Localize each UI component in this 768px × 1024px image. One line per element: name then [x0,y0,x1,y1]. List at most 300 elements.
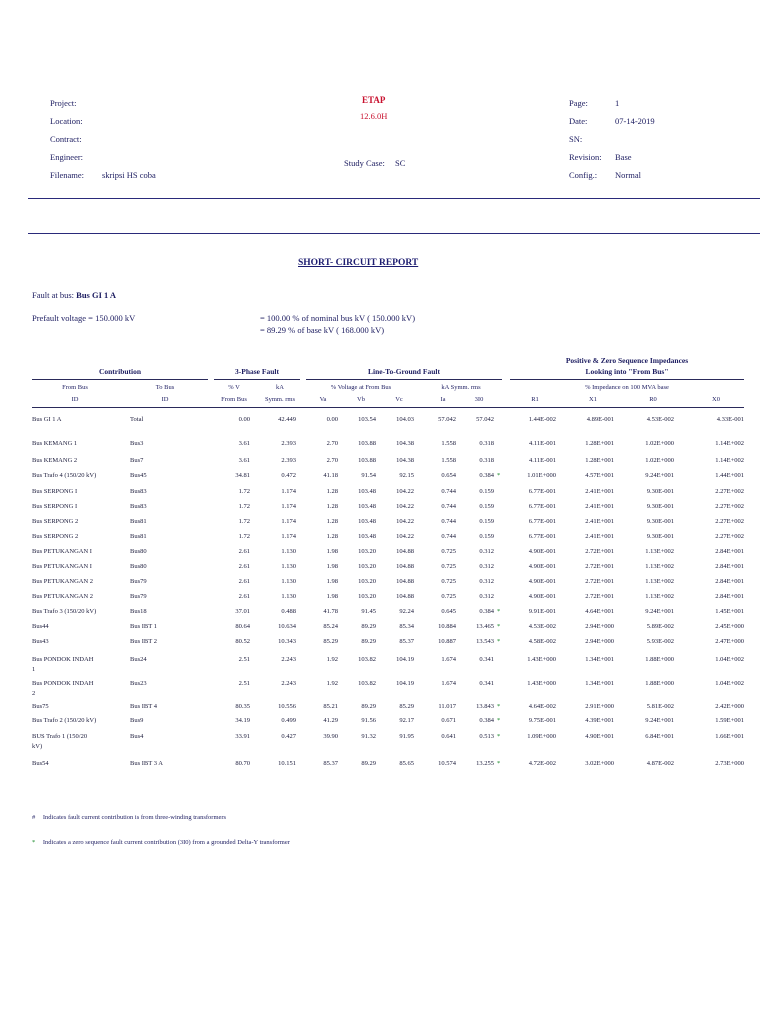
r1-cell: 6.77E-001 [528,518,556,525]
va-cell: 1.98 [326,548,338,555]
from-bus-cell: Bus PONDOK INDAH [32,656,94,663]
pv-cell: 1.72 [238,503,250,510]
vb-cell: 89.29 [361,638,376,645]
from-bus-cell: Bus PETUKANGAN I [32,563,92,570]
footnote-hash-text: Indicates fault current contribution is from three-winding transformers [42,814,227,821]
from-bus-cell: Bus PETUKANGAN 2 [32,593,94,600]
pv-head: % V [228,384,240,391]
footnote-star-mark: * [32,839,36,846]
from-bus-cell: Bus Trafo 4 (150/20 kV) [32,472,97,479]
vc-cell: 104.88 [396,563,414,570]
x1-cell: 3.02E+000 [585,760,614,767]
to-cell: Bus81 [130,518,147,525]
vb-cell: 103.82 [358,656,376,663]
ka-cell: 1.174 [281,533,296,540]
table-header-rule [32,407,744,408]
to-cell: Bus81 [130,533,147,540]
vc-cell: 104.22 [396,533,414,540]
from-bus-cell: Bus Trafo 3 (150/20 kV) [32,608,97,615]
x0-cell: 4.33E-001 [716,416,744,423]
prefault-voltage: Prefault voltage = 150.000 kV [32,313,136,323]
ia-cell: 1.674 [441,680,456,687]
va-cell: 2.70 [326,457,338,464]
r0-head: R0 [649,396,657,403]
vc-cell: 85.34 [399,623,414,630]
to-bus-head: To Bus [155,384,175,391]
vb-cell: 103.20 [358,548,376,555]
from-bus-cell: Bus GI 1 A [32,416,62,423]
group-ltg: Line-To-Ground Fault [368,367,440,376]
x0-cell: 1.04E+002 [715,680,744,687]
x1-cell: 2.94E+000 [585,638,614,645]
zero-sequence-mark: * [497,717,501,724]
pv-cell: 34.19 [235,717,250,724]
i0-cell: 0.159 [479,518,494,525]
from-bus-head: From Bus [62,384,88,391]
fault-bus-line [32,290,116,300]
pv-cell: 2.61 [238,563,250,570]
vb-cell: 103.20 [358,578,376,585]
ka-cell: 1.130 [281,578,296,585]
r0-cell: 9.24E+001 [645,472,674,479]
r0-cell: 9.24E+001 [645,717,674,724]
va-cell: 1.98 [326,578,338,585]
pv-cell: 33.91 [235,733,250,740]
to-cell: Bus9 [130,717,144,724]
vb-cell: 91.32 [361,733,376,740]
x0-cell: 2.27E+002 [715,518,744,525]
vb-cell: 103.48 [358,533,376,540]
vb-cell: 89.29 [361,623,376,630]
pv-cell: 80.64 [235,623,250,630]
group-contribution: Contribution [98,367,142,376]
ka-head-2: Symm. rms [265,396,295,403]
va-cell: 41.29 [323,717,338,724]
vc-cell: 104.19 [396,680,414,687]
ka-cell: 0.499 [281,717,296,724]
vb-cell: 103.88 [358,440,376,447]
contract-label: Contract: [50,134,82,144]
i0-cell: 0.384 [479,608,494,615]
from-bus-cell: BUS Trafo 1 (150/20 [32,733,88,740]
to-cell: Bus IBT 2 [130,638,157,645]
x0-cell: 2.27E+002 [715,533,744,540]
x0-cell: 2.84E+001 [715,563,744,570]
va-cell: 85.37 [323,760,338,767]
app-name: ETAP [362,95,386,105]
r1-cell: 1.43E+000 [527,680,556,687]
r0-cell: 1.02E+000 [645,457,674,464]
vb-cell: 89.29 [361,703,376,710]
x1-cell: 2.41E+001 [585,503,614,510]
x1-cell: 4.89E-001 [586,416,614,423]
pv-cell: 80.70 [235,760,250,767]
pv-cell: 2.51 [238,656,250,663]
vb-cell: 89.29 [361,760,376,767]
x1-cell: 1.28E+001 [585,457,614,464]
zero-sequence-mark: * [497,623,501,630]
r0-cell: 5.89E-002 [646,623,674,630]
r1-cell: 4.90E-001 [528,578,556,585]
va-cell: 85.29 [323,638,338,645]
r0-cell: 1.02E+000 [645,440,674,447]
zero-sequence-mark: * [497,760,501,767]
vc-cell: 85.37 [399,638,414,645]
to-cell: Bus4 [130,733,144,740]
vb-head: Vb [357,396,365,403]
ia-cell: 0.654 [441,472,456,479]
to-cell: Bus7 [130,457,144,464]
ia-cell: 10.887 [438,638,456,645]
voltage-from-head: % Voltage at From Bus [330,384,392,391]
x0-cell: 2.84E+001 [715,578,744,585]
ia-cell: 0.725 [441,593,456,600]
from-bus-cell: Bus54 [32,760,49,767]
pv-head-2: From Bus [221,396,247,403]
x1-cell: 4.64E+001 [585,608,614,615]
vb-cell: 91.56 [361,717,376,724]
vb-cell: 103.48 [358,518,376,525]
pv-cell: 3.61 [238,440,250,447]
r1-cell: 4.90E-001 [528,563,556,570]
x1-cell: 2.72E+001 [585,548,614,555]
from-bus-cell: Bus44 [32,623,49,630]
ka-symm-head: kA Symm. rms [441,384,481,391]
page-value: 1 [615,98,620,108]
i0-cell: 0.159 [479,488,494,495]
to-cell: Bus45 [130,472,147,479]
underline-three-phase [214,379,300,380]
ia-cell: 0.645 [441,608,456,615]
pv-cell: 34.81 [235,472,250,479]
i0-cell: 0.159 [479,533,494,540]
fault-bus-value: Bus GI 1 A [76,290,117,300]
pv-cell: 2.61 [238,548,250,555]
to-cell: Bus80 [130,563,147,570]
i0-cell: 0.312 [479,548,494,555]
ka-cell: 1.130 [281,563,296,570]
r1-cell: 6.77E-001 [528,503,556,510]
filename-value: skripsi HS coba [102,170,156,180]
vb-cell: 103.54 [358,416,376,423]
r1-head: R1 [531,396,539,403]
vb-cell: 103.20 [358,563,376,570]
i0-cell: 0.384 [479,717,494,724]
r1-cell: 4.72E-002 [528,760,556,767]
i0-cell: 0.159 [479,503,494,510]
r0-cell: 1.88E+000 [645,680,674,687]
ka-cell: 0.427 [281,733,296,740]
ka-cell: 2.393 [281,457,296,464]
x1-cell: 2.41E+001 [585,488,614,495]
r0-cell: 4.87E-002 [646,760,674,767]
ia-cell: 10.574 [438,760,456,767]
ka-cell: 10.151 [278,760,296,767]
x0-cell: 2.84E+001 [715,548,744,555]
config-label: Config.: [569,170,598,180]
x0-cell: 1.14E+002 [715,440,744,447]
from-bus-cell: Bus43 [32,638,49,645]
r1-cell: 4.11E-001 [528,440,556,447]
va-cell: 2.70 [326,440,338,447]
to-cell: Bus79 [130,593,147,600]
ka-cell: 2.243 [281,656,296,663]
pv-cell: 1.72 [238,518,250,525]
ka-cell: 0.488 [281,608,296,615]
i0-cell: 57.042 [476,416,494,423]
va-cell: 1.28 [326,503,338,510]
x1-cell: 1.34E+001 [585,656,614,663]
va-cell: 0.00 [326,416,338,423]
vc-cell: 104.22 [396,518,414,525]
i0-cell: 0.341 [479,680,494,687]
vc-cell: 104.22 [396,503,414,510]
footnote-star-text: Indicates a zero sequence fault current contribution (3I0) from a grounded Delta-Y transformer [42,839,290,846]
ia-cell: 10.884 [438,623,456,630]
r0-cell: 1.13E+002 [645,548,674,555]
from-bus-cell: Bus SERPONG 2 [32,518,79,525]
va-cell: 1.92 [326,656,338,663]
report-title: SHORT- CIRCUIT REPORT [298,258,419,268]
ka-cell: 0.472 [281,472,296,479]
vc-cell: 104.19 [396,656,414,663]
x1-cell: 4.39E+001 [585,717,614,724]
study-case-value: SC [395,158,406,168]
impedance-base-head: % Impedance on 100 MVA base [585,384,669,391]
sn-label: SN: [569,134,583,144]
ia-cell: 0.744 [441,518,456,525]
pv-cell: 37.01 [235,608,250,615]
pv-cell: 0.00 [238,416,250,423]
vc-cell: 92.24 [399,608,414,615]
x1-cell: 2.91E+000 [585,703,614,710]
i0-cell: 13.543 [476,638,494,645]
from-bus-cell: Bus SERPONG I [32,488,78,495]
x1-cell: 1.28E+001 [585,440,614,447]
x1-cell: 1.34E+001 [585,680,614,687]
pv-cell: 1.72 [238,488,250,495]
vc-cell: 104.38 [396,457,414,464]
vc-cell: 92.17 [399,717,414,724]
ia-cell: 1.558 [441,440,456,447]
x0-cell: 1.14E+002 [715,457,744,464]
zero-sequence-mark: * [497,638,501,645]
x1-cell: 4.90E+001 [585,733,614,740]
x0-head: X0 [712,396,720,403]
underline-impedance [510,379,744,380]
location-label: Location: [50,116,83,126]
config-value: Normal [615,170,641,180]
ia-cell: 11.017 [438,703,456,710]
vc-cell: 85.29 [399,703,414,710]
footnote-star [32,839,290,846]
i0-cell: 13.843 [476,703,494,710]
r0-cell: 9.30E-001 [646,533,674,540]
r0-cell: 1.13E+002 [645,593,674,600]
header-divider-bottom [28,233,760,234]
project-label: Project: [50,98,77,108]
r1-cell: 1.09E+000 [527,733,556,740]
x0-cell: 2.45E+000 [715,623,744,630]
x0-cell: 2.84E+001 [715,593,744,600]
from-bus-cell: Bus Trafo 2 (150/20 kV) [32,717,97,724]
vc-cell: 104.22 [396,488,414,495]
va-cell: 1.98 [326,563,338,570]
to-cell: Bus83 [130,503,147,510]
ka-cell: 10.634 [278,623,296,630]
to-cell: Bus3 [130,440,144,447]
date-label: Date: [569,116,588,126]
revision-value: Base [615,152,632,162]
x0-cell: 1.44E+001 [715,472,744,479]
to-cell: Bus18 [130,608,147,615]
i0-cell: 0.312 [479,578,494,585]
from-bus-cell: Bus KEMANG 2 [32,457,78,464]
ia-cell: 0.744 [441,533,456,540]
to-cell: Bus IBT 1 [130,623,157,630]
ia-head: Ia [440,396,446,403]
va-cell: 1.98 [326,593,338,600]
r0-cell: 1.88E+000 [645,656,674,663]
i0-cell: 0.384 [479,472,494,479]
to-cell: Bus IBT 4 [130,703,157,710]
r1-cell: 4.53E-002 [528,623,556,630]
ia-cell: 1.674 [441,656,456,663]
pv-cell: 80.52 [235,638,250,645]
pv-cell: 2.61 [238,578,250,585]
ka-cell: 1.174 [281,518,296,525]
x0-cell: 2.47E+000 [715,638,744,645]
r1-cell: 4.90E-001 [528,548,556,555]
x0-cell: 1.04E+002 [715,656,744,663]
r1-cell: 1.44E-002 [528,416,556,423]
va-cell: 39.90 [323,733,338,740]
from-bus-cell: Bus SERPONG I [32,503,78,510]
group-three-phase: 3-Phase Fault [235,367,279,376]
x1-cell: 4.57E+001 [585,472,614,479]
x1-cell: 2.94E+000 [585,623,614,630]
r0-cell: 1.13E+002 [645,563,674,570]
vb-cell: 103.48 [358,503,376,510]
x1-cell: 2.72E+001 [585,578,614,585]
x0-cell: 1.66E+001 [715,733,744,740]
to-cell: Bus80 [130,548,147,555]
from-bus-cell: Bus PONDOK INDAH [32,680,94,687]
r0-cell: 5.81E-002 [646,703,674,710]
ia-cell: 0.725 [441,578,456,585]
from-bus-cell: Bus PETUKANGAN 2 [32,578,94,585]
page-label: Page: [569,98,588,108]
vc-cell: 104.88 [396,593,414,600]
va-cell: 85.21 [323,703,338,710]
filename-label: Filename: [50,170,84,180]
vb-cell: 103.48 [358,488,376,495]
ia-cell: 0.744 [441,503,456,510]
x0-cell: 2.73E+000 [715,760,744,767]
from-id-head: ID [71,396,79,403]
va-cell: 1.28 [326,518,338,525]
vc-cell: 91.95 [399,733,414,740]
footnote-hash-mark: # [32,814,36,821]
to-cell: Bus83 [130,488,147,495]
i0-cell: 0.312 [479,593,494,600]
group-impedance-line1: Positive & Zero Sequence Impedances [565,356,689,365]
ka-head: kA [276,384,284,391]
from-bus-cell-continued: kV) [32,743,43,750]
r1-cell: 6.77E-001 [528,488,556,495]
va-cell: 41.78 [323,608,338,615]
r1-cell: 4.90E-001 [528,593,556,600]
pv-cell: 2.51 [238,680,250,687]
underline-contribution [32,379,208,380]
underline-ltg [306,379,502,380]
fault-bus-label: Fault at bus: [32,290,75,300]
vc-cell: 104.03 [396,416,414,423]
i0-cell: 0.318 [479,457,494,464]
header-divider-top [28,198,760,199]
ka-cell: 10.343 [278,638,296,645]
vb-cell: 103.82 [358,680,376,687]
vc-cell: 104.88 [396,548,414,555]
i0-cell: 13.465 [476,623,494,630]
from-bus-cell: Bus PETUKANGAN I [32,548,92,555]
r0-cell: 9.24E+001 [645,608,674,615]
r0-cell: 9.30E-001 [646,488,674,495]
ka-cell: 1.130 [281,593,296,600]
i0-cell: 13.255 [476,760,494,767]
va-cell: 1.92 [326,680,338,687]
i0-cell: 0.513 [479,733,494,740]
ka-cell: 2.243 [281,680,296,687]
i0-head: 3I0 [474,396,484,403]
to-cell: Bus IBT 3 A [130,760,163,767]
vb-cell: 103.20 [358,593,376,600]
x1-cell: 2.72E+001 [585,593,614,600]
vb-cell: 91.54 [361,472,376,479]
i0-cell: 0.312 [479,563,494,570]
va-cell: 1.28 [326,533,338,540]
x0-cell: 1.45E+001 [715,608,744,615]
from-bus-cell-continued: 1 [32,666,36,673]
zero-sequence-mark: * [497,703,501,710]
from-bus-cell: Bus75 [32,703,49,710]
r1-cell: 6.77E-001 [528,533,556,540]
app-version: 12.6.0H [360,111,388,121]
x1-cell: 2.41E+001 [585,533,614,540]
ia-cell: 57.042 [438,416,456,423]
r0-cell: 1.13E+002 [645,578,674,585]
ia-cell: 0.725 [441,563,456,570]
vb-cell: 91.45 [361,608,376,615]
r1-cell: 1.01E+000 [527,472,556,479]
to-cell: Bus24 [130,656,147,663]
r0-cell: 6.84E+001 [645,733,674,740]
ka-cell: 1.174 [281,488,296,495]
va-cell: 85.24 [323,623,338,630]
va-cell: 1.28 [326,488,338,495]
r1-cell: 9.75E-001 [528,717,556,724]
pv-cell: 1.72 [238,533,250,540]
va-cell: 41.18 [323,472,338,479]
study-case-label: Study Case: [344,158,385,168]
ka-cell: 2.393 [281,440,296,447]
to-cell: Bus79 [130,578,147,585]
ia-cell: 0.744 [441,488,456,495]
ka-cell: 10.556 [278,703,296,710]
r1-cell: 4.58E-002 [528,638,556,645]
x0-cell: 2.27E+002 [715,488,744,495]
r0-cell: 5.93E-002 [646,638,674,645]
